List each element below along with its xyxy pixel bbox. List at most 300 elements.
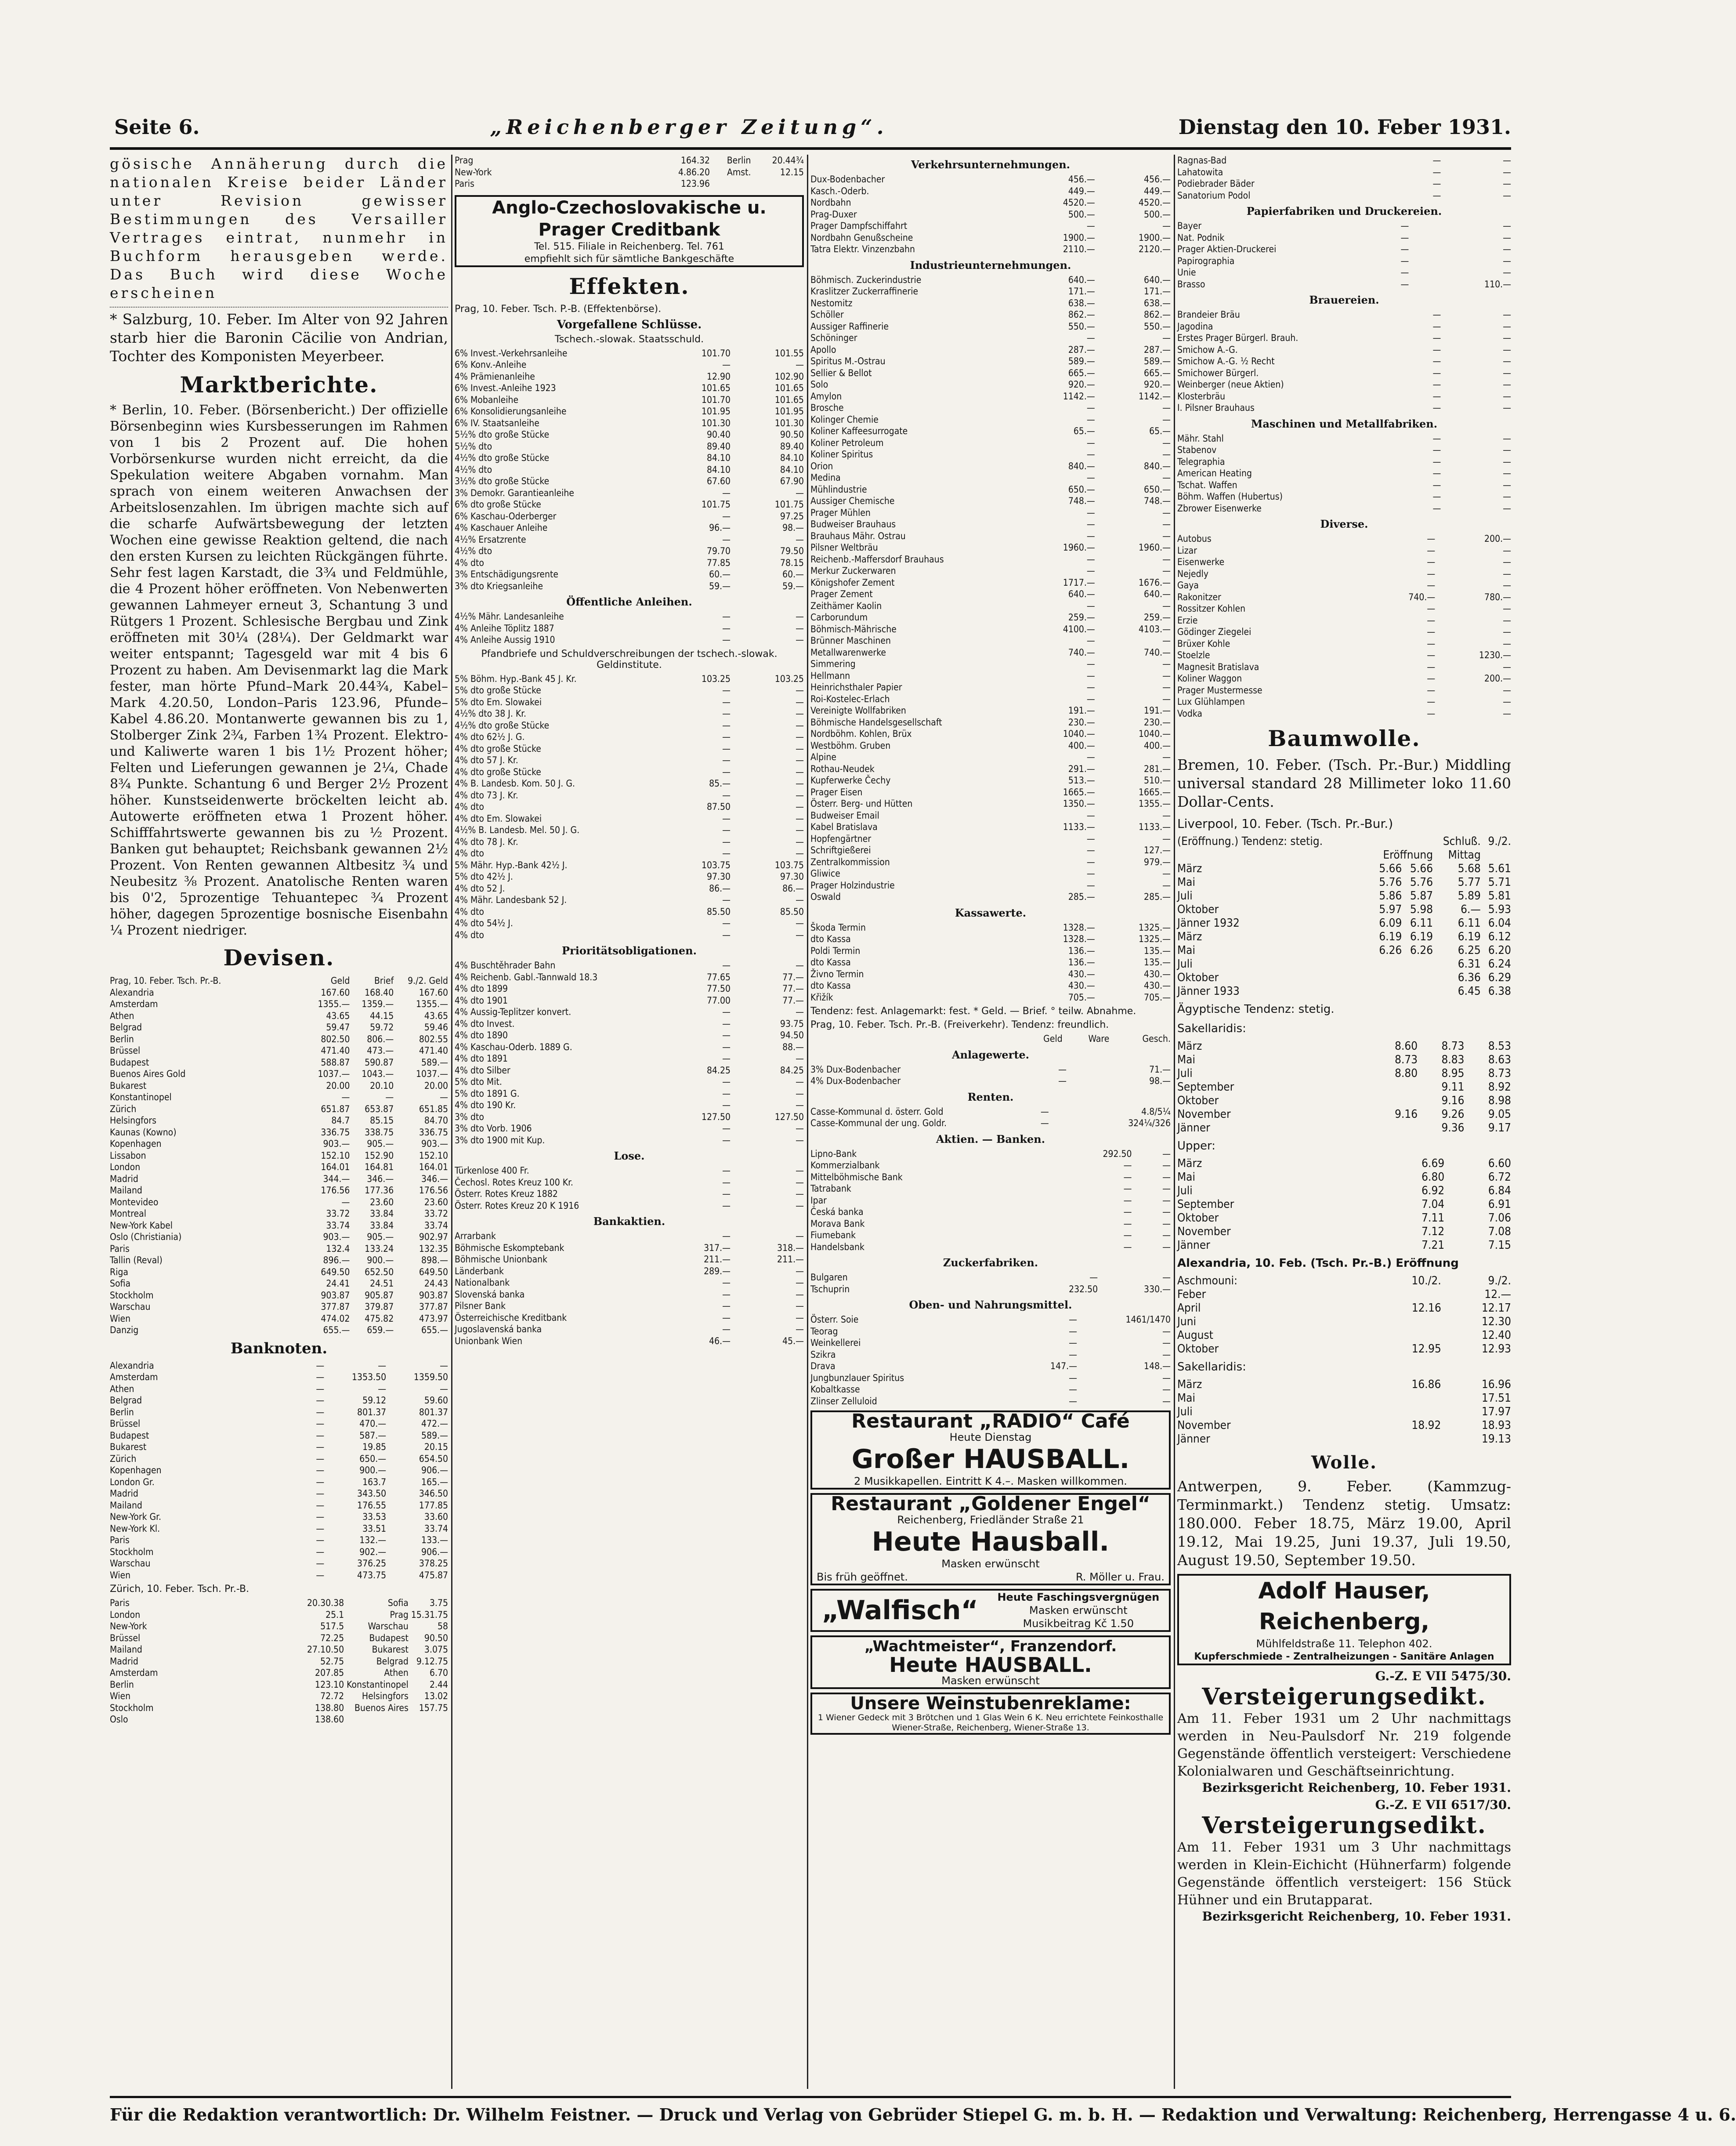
row-value: — [1162,566,1171,576]
section-heading: Öffentliche Anleihen. [566,595,692,608]
row-value [1371,1329,1441,1342]
row-value [710,178,751,190]
table-row [810,1314,1171,1326]
table-row [810,449,1171,460]
table-row [1177,1184,1511,1198]
row-value: 79.50 [780,546,804,556]
row-value: — [1162,868,1171,879]
table-row [810,243,1171,255]
row-label: Böhmisch-Mährische [810,624,897,634]
row-value: — [1427,638,1436,649]
column-divider [807,155,808,2089]
row-value: — [796,895,804,905]
row-value [1371,1392,1441,1405]
row-value: 85.50 [706,906,731,917]
row-label: Solo [810,379,828,390]
row-value: — [722,534,731,545]
row-label: November [1177,1419,1231,1432]
row-value: — [1503,155,1511,166]
row-value: 147.— [1050,1361,1077,1371]
row-value: 705.— [1144,992,1171,1003]
table-row [110,1418,448,1430]
row-value: 1133.— [1063,822,1095,832]
row-value: — [1503,696,1511,707]
row-value: 3.75 [429,1598,448,1608]
row-label: Paris [110,1535,130,1545]
row-value: 259.— [1068,612,1095,623]
row-value: 802.50 [321,1033,350,1044]
freiverkehr-columns [810,1033,1171,1045]
row-value: 152.90 [365,1150,394,1161]
row-label: Hopfengärtner [810,833,872,844]
row-value: — [722,685,731,696]
row-value [1371,1121,1418,1135]
table-row [1177,1157,1511,1171]
row-label: Podiebrader Bäder [1177,178,1255,189]
section-heading: Prioritätsobligationen. [562,944,697,957]
row-label: Brandeier Bräu [1177,309,1240,320]
row-value: 18.93 [1482,1419,1511,1432]
row-value: — [1162,507,1171,518]
ad-line: Masken erwünscht [941,1675,1040,1687]
row-label: Lissabon [110,1150,146,1161]
renten-table [810,1106,1171,1129]
table-row [1177,556,1511,568]
row-label: 6% Kaschau-Oderberger [455,511,557,522]
table-row [455,801,804,813]
row-value: 101.70 [701,348,731,359]
row-value: 475.87 [419,1570,448,1580]
table-row [455,778,804,790]
row-value: — [1400,279,1409,290]
row-value: — [1089,1272,1098,1283]
row-value: 474.02 [321,1313,350,1324]
row-value: 400.— [1068,740,1095,751]
table-row [1177,344,1511,356]
table-row [110,1360,448,1372]
alexandria-table [1177,1274,1511,1356]
table-row [810,309,1171,321]
table-row [455,1300,804,1312]
row-value: — [1086,635,1095,646]
row-value: 24.51 [370,1278,394,1289]
table-row [110,1010,448,1022]
row-label: 3% dto 1900 mit Kup. [455,1135,545,1146]
table-row [1177,971,1511,985]
row-value: 20.00 [424,1080,448,1091]
row-value: 20.30.38 [307,1598,344,1608]
row-label: Feber [1177,1288,1206,1301]
row-label: Oktober [1177,1094,1219,1107]
row-label: Stockholm [110,1546,154,1557]
row-value: 16.96 [1482,1378,1511,1391]
row-value: — [1162,530,1171,541]
row-label: dto Kassa [810,957,851,968]
table-row [810,1272,1171,1283]
row-value: 59.12 [362,1395,387,1406]
row-value: 1665.— [1063,787,1095,798]
table-row [1177,944,1511,957]
wool-heading: Wolle. [1311,1452,1378,1473]
row-value: 33.74 [326,1220,350,1231]
row-value: 6.19 [1458,930,1481,943]
row-value: 259.— [1144,612,1171,623]
row-value: — [722,1200,731,1211]
row-value: — [1162,1349,1171,1360]
table-row [810,717,1171,729]
row-value: — [1069,1396,1077,1406]
row-value: — [316,1442,325,1452]
row-label: Juli [1177,1405,1193,1418]
table-row [1177,580,1511,591]
row-value: 802.55 [419,1033,448,1044]
row-label: November [1177,1108,1231,1121]
row-value: 8.60 [1395,1040,1418,1053]
table-row [1177,638,1511,650]
row-value: 862.— [1144,309,1171,320]
row-label: Rakonitzer [1177,591,1221,602]
row-value: — [1069,1326,1077,1337]
row-value: 1461/1470 [1125,1314,1171,1325]
row-value: 1960.— [1139,542,1171,553]
table-row [810,1229,1171,1241]
row-value: — [722,634,731,645]
row-value: — [316,1476,325,1487]
row-value: — [1432,356,1441,366]
row-value: — [1162,1218,1171,1229]
row-label: Zbrower Eisenwerke [1177,503,1262,514]
table-row [455,1312,804,1324]
row-value: — [722,1123,731,1134]
row-value: 4.86.20 [678,167,710,178]
table-header-row [1177,848,1511,862]
row-value: 1328.— [1063,934,1095,944]
row-label: Prag [455,155,474,166]
row-value: — [796,918,804,928]
row-label: Vereinigte Wollfabriken [810,705,906,716]
row-value: — [1162,1326,1171,1337]
table-header: Aschmouni: [1177,1274,1238,1287]
row-label: Brasso [1177,279,1205,290]
row-label: Unie [1177,267,1196,278]
table-row [110,1057,448,1069]
row-value: 18.92 [1411,1419,1441,1432]
row-value: 7.11 [1421,1211,1445,1225]
table-row [455,1111,804,1123]
row-value: 110.— [1484,279,1511,290]
row-value: — [722,720,731,731]
row-label: Smichow A.-G. [1177,344,1238,355]
row-value: — [1162,449,1171,460]
row-value: — [1086,659,1095,669]
row-value: 500.— [1068,209,1095,220]
row-value: 4520.— [1063,197,1095,208]
row-label: Carborundum [810,612,868,623]
row-value: Berlin [727,155,751,166]
table-row [110,1196,448,1208]
row-label: 4% dto [455,848,484,859]
row-label: April [1177,1301,1201,1315]
row-value: — [1427,533,1436,544]
row-value: — [1427,603,1436,614]
row-value: 1325.— [1139,934,1171,944]
row-label: Amylon [810,391,842,402]
row-value: 33.84 [370,1208,394,1219]
row-value: 89.40 [780,441,804,452]
table-row [455,499,804,511]
row-value: — [796,1265,804,1276]
row-value: — [1432,190,1441,201]
row-value: — [1427,627,1436,637]
ad-line: Musikbeitrag Kč 1.50 [1023,1617,1134,1630]
row-value: 87.50 [706,801,731,812]
row-value: 33.74 [424,1523,448,1534]
table-row [1177,167,1511,178]
anlage-table [810,1064,1171,1087]
row-value: 473.97 [419,1313,448,1324]
row-value: — [722,1077,731,1087]
table-row [455,371,804,383]
row-value: 5.98 [1410,903,1433,916]
table-header [1177,848,1371,862]
row-label: Bayer [1177,221,1202,231]
table-row [810,185,1171,197]
row-label: 4½% Ersatzrente [455,534,526,545]
row-value: — [1503,479,1511,490]
table-row [1177,1171,1511,1184]
table-row [810,891,1171,903]
row-value: 906.— [421,1546,448,1557]
notice-signature: Bezirksgericht Reichenberg, 10. Feber 1931. [1202,1909,1511,1924]
table-row [1177,155,1511,167]
row-value: 163.7 [362,1476,387,1487]
ad-title: Unsere Weinstubenreklame: [850,1693,1131,1714]
row-label: 6% Mobanleihe [455,394,519,405]
row-label: Zürich [110,1103,137,1114]
row-value: 6.80 [1421,1171,1445,1184]
row-value: 346.— [367,1173,394,1184]
row-value: 98.— [1149,1076,1171,1086]
row-label: Amsterdam [110,1372,158,1382]
row-value: 6.36 [1458,971,1481,984]
row-label: Bukarest [110,1442,147,1452]
ad-headline: Großer HAUSBALL. [851,1444,1130,1475]
row-label: Königshofer Zement [810,577,895,588]
row-value: — [796,1289,804,1300]
table-row [455,1230,804,1242]
row-label: Kupferwerke Čechy [810,775,891,786]
table-row [810,1106,1171,1118]
berlin-market-report: * Berlin, 10. Feber. (Börsenbericht.) Der offizielle Börsenbeginn wies Kursbesserungen im Rahmen von 1 bis 2 Prozent auf. Die hohen Vorbörsenkurse wurden nicht erreicht, da die Spekulation weitere Abgaben vornahm. Man sprach von einem weiteren Anwachsen der Arbeitslosenzahlen. Im übrigen machte sich auf die scharfe Aufwärtsbewegung der letzten Wochen eine gewisse Reaktion geltend, die nach den ersten Kursen zu leichten Rückgängen führte. Sehr fest lagen Karstadt, die 3¾ und Feldmühle, die 4 Prozent höher eröffneten. Von Nebenwerten gewannen Lahmeyer erneut 3, Schantung 3 und Rütgers 1 Prozent. Schlesische Bergbau und Zink eröffneten mit 30¼ (28¼). Der Geldmarkt war weiter entspannt; Tagesgeld war mit 4 bis 6 Prozent zu haben. Am Devisenmarkt lag die Mark fester, man hörte Pfund–Mark 20.44¾, Kabel–Mark 4.20.50, London–Paris 123.96, Pfunde–Kabel 4.86.20. Montanwerte gewannen bis zu 1, Stolberger Zink 2¾, Farben 1¾ Prozent. Elektro- und Kaliwerte waren 1 bis 1½ Prozent höher; Felten und Lieferungen gewannen je 2¼, Chade 8¾ Punkte. Schantung 6 und Berger 2½ Prozent höher. Kunstseidenwerte bröckelten leicht ab. Autowerte eröffneten etwa 1 Prozent höher. Schifffahrtswerte gewannen bis zu ½ Prozent. Banken gut behauptet; Reichsbank gewannen 2½ Prozent. Von Renten gewannen Altbesitz ¾ und Neubesitz ⅜ Prozent. Anatolische Renten waren bis 0'2, 5prozentige Tehuantepec ¾ Prozent höher, dagegen 5prozentige bosnische Eisenbahn ¼ Prozent niedriger. [110,402,448,938]
row-value: Bukarest [372,1644,409,1655]
table-row [810,391,1171,402]
table-row [455,960,804,972]
row-value: 6.19 [1379,930,1402,943]
row-value: 230.— [1144,717,1171,728]
table-row [110,1441,448,1453]
table-row [810,992,1171,1004]
row-label: 6% Invest.-Anleihe 1923 [455,383,556,393]
row-value: Budapest [369,1632,409,1643]
row-label: Athen [110,1383,134,1394]
table-row [810,1384,1171,1396]
row-label: Oktober [1177,1211,1219,1225]
row-label: 5% dto große Stücke [455,685,541,696]
row-value: — [1040,1118,1049,1128]
row-value: — [1086,752,1095,762]
row-value: 101.75 [774,499,804,510]
row-value: 6.26 [1410,944,1433,957]
row-label: 6% Invest.-Verkehrsanleihe [455,348,568,359]
row-value: 3.075 [424,1644,448,1655]
table-row [110,1406,448,1418]
row-value: — [722,918,731,928]
row-value: — [1086,530,1095,541]
row-value: 84.25 [780,1065,804,1076]
table-row [810,425,1171,437]
row-value: 90.40 [706,429,731,440]
row-label: 4½% dto [455,546,492,556]
row-value: — [1503,627,1511,637]
row-label: Juli [1177,889,1193,903]
row-value: 905.87 [365,1290,394,1301]
row-value: 5.97 [1379,903,1402,916]
row-value: 318.— [777,1242,804,1253]
table-row [1177,685,1511,696]
row-value: 9.26 [1441,1108,1465,1121]
row-value: 23.60 [424,1196,448,1207]
row-label: Vodka [1177,708,1202,719]
row-label: Madrid [110,1173,138,1184]
ad-title: „Wachtmeister“, Franzendorf. [864,1638,1117,1655]
row-value: — [1432,391,1441,402]
row-label: Tschat. Waffen [1177,479,1237,490]
table-row [1177,1315,1511,1329]
row-value: — [1086,507,1095,518]
row-value: 906.— [421,1465,448,1475]
row-value: — [1162,414,1171,425]
table-row [455,1177,804,1189]
table-row [810,402,1171,414]
table-row [1177,957,1511,971]
row-label: Madrid [110,1488,138,1499]
row-value: — [1432,178,1441,189]
row-value: 6.09 [1379,917,1402,930]
row-label: Brosche [810,402,844,413]
row-value: — [722,848,731,859]
row-value: 77.50 [706,983,731,994]
row-value: Warschau [368,1621,409,1631]
row-label: Jänner 1932 [1177,917,1240,930]
row-value [1371,1184,1378,1198]
row-value: 649.50 [419,1266,448,1277]
table-row [810,1360,1171,1372]
row-value: — [796,708,804,719]
table-row [455,611,804,623]
row-value: 44.15 [370,1010,394,1021]
row-label: Budweiser Brauhaus [810,519,896,529]
row-label: Dux-Bodenbacher [810,174,885,185]
row-label: 4% dto [455,929,484,940]
row-label: Zeithämer Kaolin [810,600,882,611]
row-value: 88.— [782,1041,804,1052]
row-value: 400.— [1144,740,1171,751]
row-value: 59.46 [424,1022,448,1033]
row-value: 1142.— [1063,391,1095,402]
page-header [114,115,1511,146]
row-value: 589.— [1144,356,1171,366]
row-value: 6.24 [1488,957,1511,971]
row-value: — [722,1165,731,1176]
row-value: — [1503,178,1511,189]
row-label: März [1177,862,1202,875]
table-row [1177,1419,1511,1432]
row-label: Österr. Soie [810,1314,859,1325]
row-value: 589.— [1068,356,1095,366]
table-row [810,880,1171,892]
row-value: 346.50 [419,1488,448,1499]
row-value: — [796,1088,804,1099]
row-label: Nestomitz [810,297,853,308]
row-value: — [722,790,731,801]
row-value: 152.10 [321,1150,350,1161]
table-header-row [110,975,448,987]
row-label: 3% Demokr. Garantieanleihe [455,487,574,498]
row-value: 16.86 [1411,1378,1441,1391]
ad-line: Bis früh geöffnet. [817,1571,908,1583]
row-value: — [796,1177,804,1188]
table-row [455,569,804,580]
row-value: — [1503,356,1511,366]
row-label: Juli [1177,957,1193,971]
table-row [810,437,1171,449]
row-label: Papirographia [1177,255,1235,266]
table-row [455,1200,804,1212]
paper-table [1177,220,1511,290]
row-label: Weinberger (neue Aktien) [1177,379,1284,390]
row-value: — [316,1383,325,1394]
alexandria-heading: Alexandria, 10. Feb. (Tsch. Pr.-B.) Eröffnung [1177,1257,1459,1270]
row-value: — [341,1092,350,1102]
row-value: 191.— [1144,705,1171,716]
row-value: — [1162,1396,1171,1406]
issue-date: Dienstag den 10. Feber 1931. [1178,115,1511,139]
row-value: 5.89 [1458,889,1481,903]
table-row [810,232,1171,244]
table-row [810,507,1171,519]
bank-ad-line: empfiehlt sich für sämtliche Bankgeschäfte [524,253,734,265]
row-value: — [1086,693,1095,704]
row-value: — [796,1277,804,1288]
table-header: Brief [374,975,394,986]
row-label: Paris [110,1598,130,1608]
row-value: 655.— [421,1325,448,1335]
row-label: Eisenwerke [1177,557,1225,567]
section-heading: Kassawerte. [955,906,1027,919]
row-value: 379.87 [365,1301,394,1312]
row-label: Belgrad [110,1022,142,1033]
row-value: — [722,487,731,498]
row-value: 5.76 [1379,876,1402,889]
row-value: 376.25 [357,1558,387,1569]
row-value [1402,971,1433,985]
row-value: 135.— [1144,957,1171,968]
table-row [455,929,804,941]
row-value: — [722,743,731,754]
row-value: 665.— [1068,367,1095,378]
row-value: — [796,848,804,859]
table-row [110,1702,448,1714]
